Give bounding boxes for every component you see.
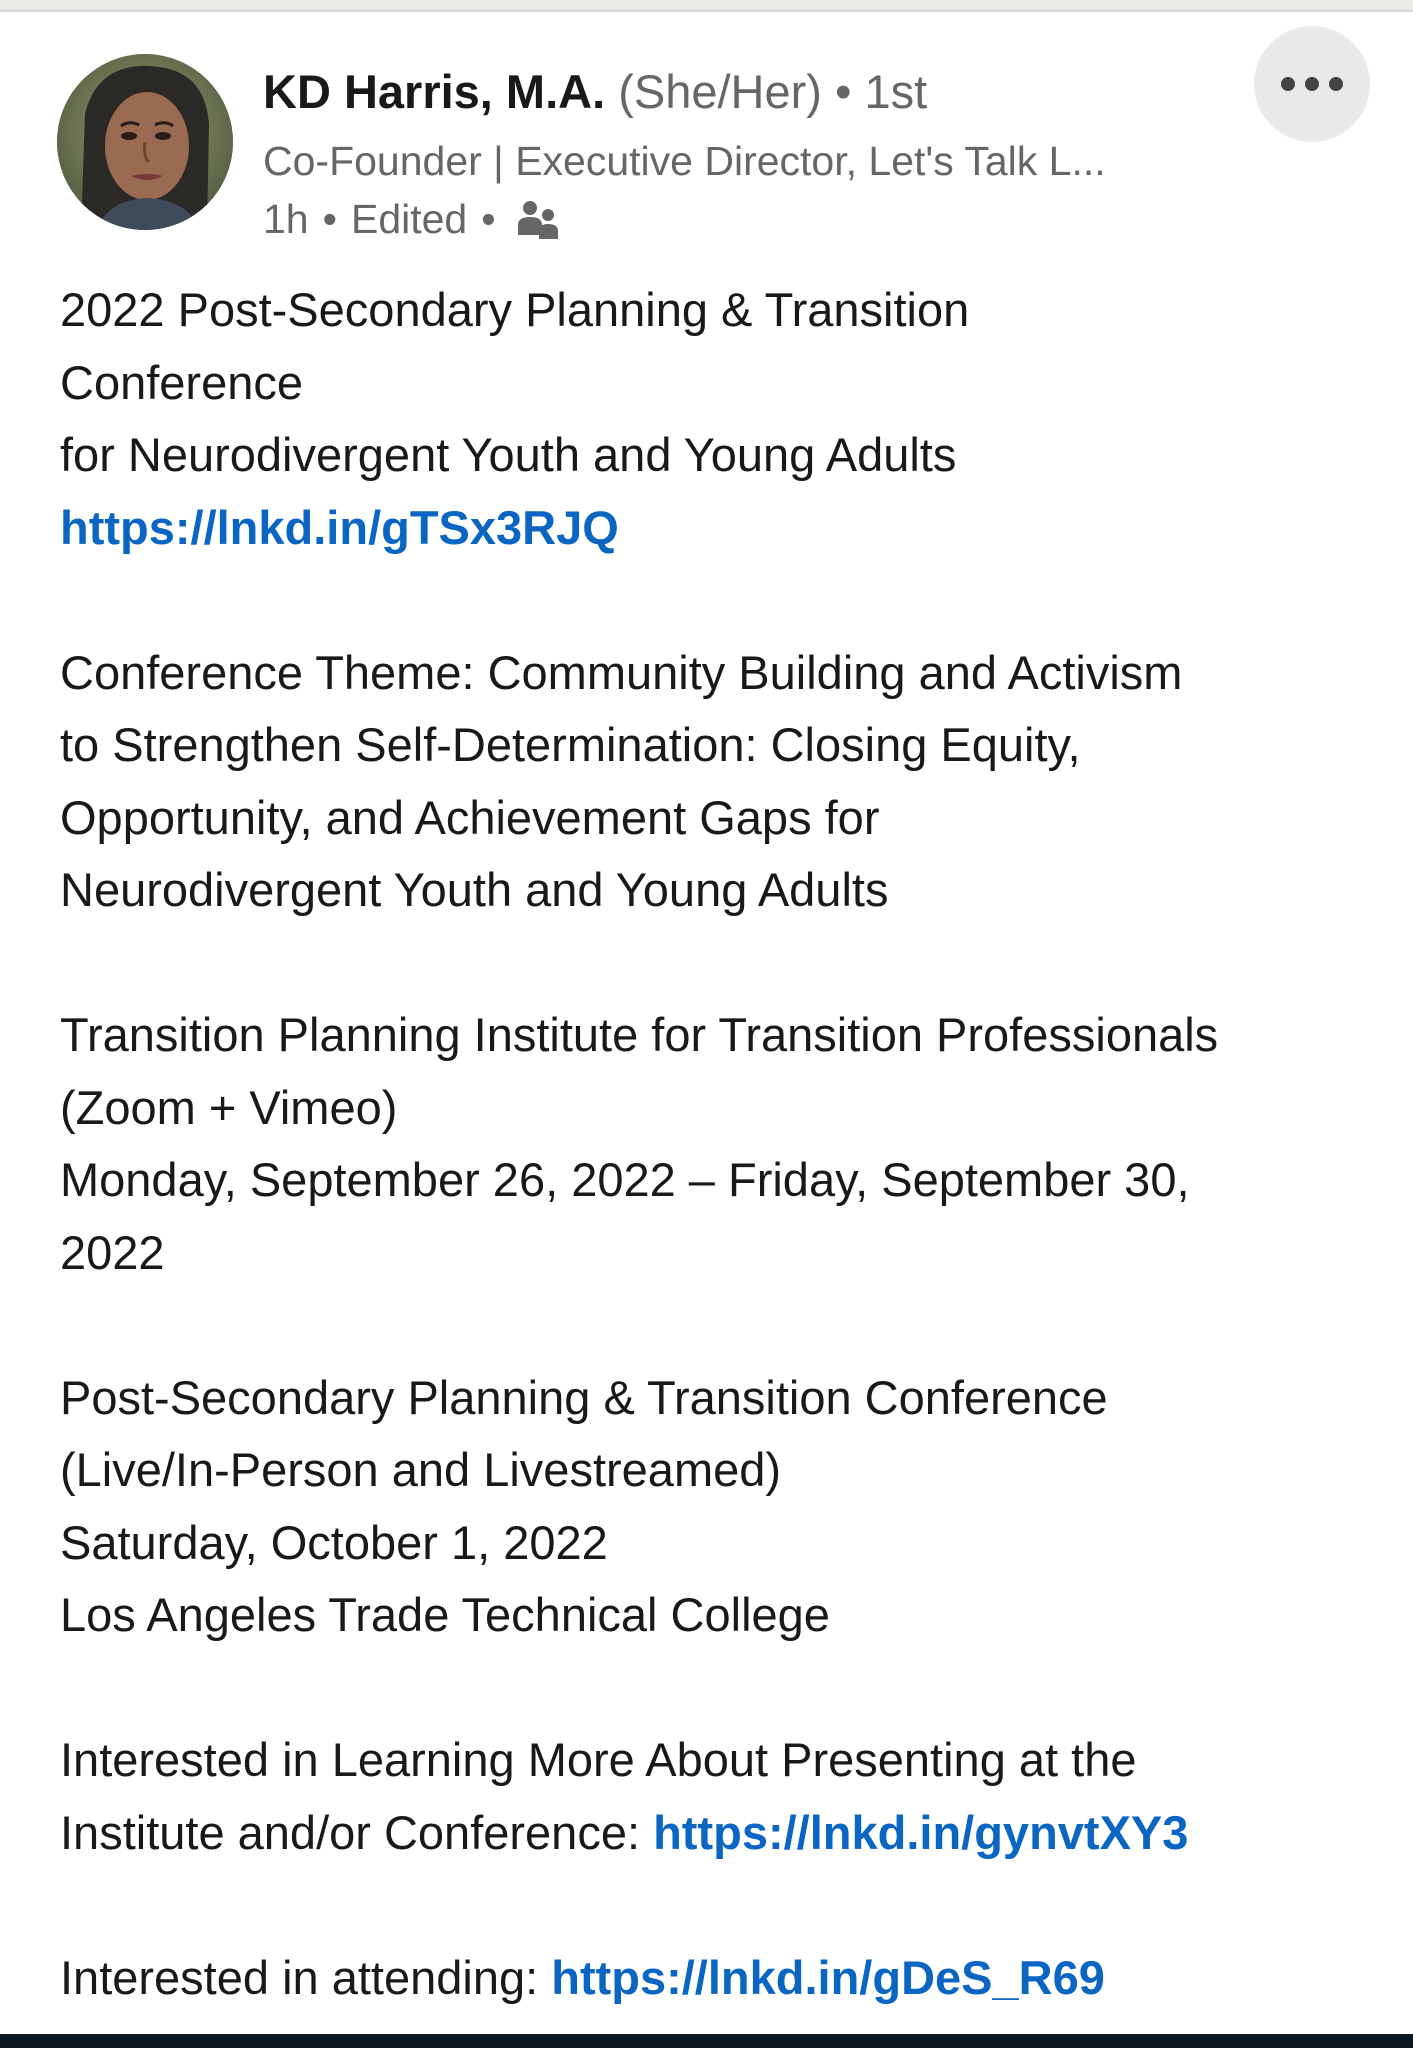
bullet-separator: • <box>322 196 337 242</box>
paragraph-break <box>60 564 1380 637</box>
actor-headline[interactable]: Co-Founder | Executive Director, Let's Talk L... <box>263 138 1106 184</box>
commentary-line: Los Angeles Trade Technical College <box>60 1588 830 1641</box>
commentary-line <box>60 1942 1380 2015</box>
commentary-line: Conference Theme: Community Building and Activism <box>60 645 1183 699</box>
bullet-separator: • <box>481 196 496 242</box>
commentary-line: Monday, September 26, 2022 – Friday, September 30, <box>60 1153 1190 1206</box>
more-options-icon-dot <box>1329 77 1343 91</box>
commentary-line: Saturday, October 1, 2022 <box>60 1515 608 1569</box>
actor-name[interactable]: KD Harris, M.A. <box>263 65 606 118</box>
feed-post <box>0 12 1413 2034</box>
commentary-line: for Neurodivergent Youth and Young Adults <box>60 428 957 481</box>
commentary-line <box>60 1797 1380 1870</box>
commentary-line: Transition Planning Institute for Transition Professionals <box>60 1008 1219 1061</box>
commentary-line: to Strengthen Self-Determination: Closing Equity, <box>60 718 1081 771</box>
presenting-prefix: Institute and/or Conference: <box>60 1805 641 1859</box>
commentary-line: Neurodivergent Youth and Young Adults <box>60 863 889 916</box>
commentary-line: Conference <box>60 355 303 409</box>
connections-icon <box>514 195 562 243</box>
more-options-button[interactable] <box>1254 26 1370 142</box>
connection-degree: 1st <box>864 65 928 118</box>
commentary-line: (Live/In-Person and Livestreamed) <box>60 1443 782 1496</box>
commentary-line: Interested in Learning More About Presenting at the <box>60 1733 1137 1786</box>
attending-link[interactable]: https://lnkd.in/gDeS_R69 <box>551 1950 1105 2004</box>
paragraph-break <box>60 1652 1380 1725</box>
paragraph-break <box>60 1869 1380 1942</box>
presenting-link[interactable]: https://lnkd.in/gynvtXY3 <box>653 1805 1189 1859</box>
paragraph-break <box>60 927 1380 1000</box>
edited-label: Edited <box>350 196 468 242</box>
commentary-line: 2022 <box>60 1225 165 1279</box>
top-divider <box>0 0 1413 12</box>
post-commentary <box>60 274 1380 2014</box>
registration-link[interactable]: https://lnkd.in/gTSx3RJQ <box>60 500 619 554</box>
actor-pronouns: (She/Her) <box>618 65 822 118</box>
commentary-line: Post-Secondary Planning & Transition Conference <box>60 1370 1108 1424</box>
commentary-line: 2022 Post-Secondary Planning & Transition <box>60 283 970 336</box>
avatar-image <box>57 54 233 230</box>
more-options-icon <box>1281 77 1295 91</box>
post-meta <box>263 192 562 246</box>
post-header <box>0 12 1413 242</box>
bullet-separator: • <box>835 65 852 118</box>
post-time: 1h <box>263 196 309 242</box>
bottom-bar <box>0 2034 1413 2048</box>
attending-prefix: Interested in attending: <box>60 1950 539 2004</box>
actor-name-row[interactable] <box>263 62 927 122</box>
commentary-line: Opportunity, and Achievement Gaps for <box>60 790 880 844</box>
more-options-icon-dot <box>1305 77 1319 91</box>
avatar[interactable] <box>57 54 233 230</box>
paragraph-break <box>60 1289 1380 1362</box>
commentary-line: (Zoom + Vimeo) <box>60 1080 398 1134</box>
